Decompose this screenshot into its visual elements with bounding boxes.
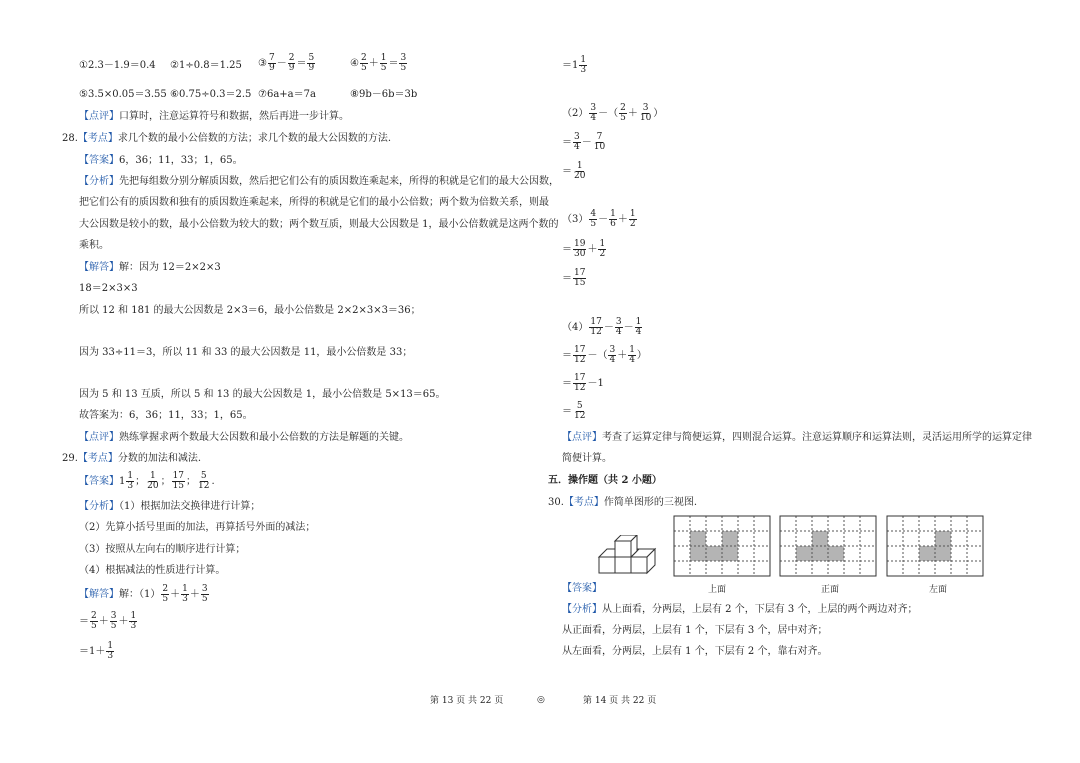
q28-jieda-line-5: 因为 5 和 13 互质，所以 5 和 13 的最大公因数是 1，最小公倍数是 5×13＝65。	[79, 389, 446, 400]
daan-tag: 【答案】	[79, 476, 119, 487]
left-view-cells	[887, 516, 983, 576]
footer-page-right: 第 14 页 共 22 页	[583, 696, 657, 706]
shaded-cell	[812, 546, 828, 561]
front-view-grid	[779, 515, 877, 577]
shaded-cell	[796, 546, 812, 561]
jieda-tag: 【解答】	[79, 589, 119, 600]
shaded-cell	[919, 546, 935, 561]
q29-jieda-step-2: ＝ $\frac{2}{5}$ ＋ $\frac{3}{5}$ ＋ $\frac{1}{3}$	[79, 611, 137, 631]
shaded-cell	[935, 546, 951, 561]
kaodian-tag: 【考点】	[563, 497, 604, 508]
shaded-cell	[690, 531, 706, 546]
shaded-cell	[812, 531, 828, 546]
q29-right-dianping-line-2: 简便计算。	[562, 453, 612, 464]
cube-stack-figure	[595, 535, 661, 577]
section-heading: 五．操作题（共 2 小题）	[548, 475, 662, 486]
shaded-cell	[722, 531, 738, 546]
q30-kaodian: 30.【考点】作简单图形的三视图.	[548, 497, 698, 508]
daan-tag: 【答案】	[79, 155, 119, 166]
kaodian-tag: 【考点】	[77, 133, 118, 144]
q29-kaodian: 29.【考点】分数的加法和减法.	[62, 453, 202, 464]
shaded-cell	[706, 546, 722, 561]
p2-step-2: ＝ $\frac{1}{20}$	[562, 161, 586, 181]
q28-fenxi-line-4: 乘积。	[79, 240, 109, 251]
q28-jieda-line-2: 18＝2×3×3	[79, 283, 138, 294]
p1-result: ＝1 $\frac{1}{3}$	[562, 55, 587, 75]
q28-fenxi-line-1: 【分析】先把每组数分别分解质因数，然后把它们公有的质因数连乘起来，所得的积就是它们的最大公因数，	[79, 176, 559, 187]
fenxi-tag: 【分析】	[79, 176, 119, 187]
q29-fenxi-line-3: （3）按照从左向右的顺序进行计算；	[79, 544, 246, 555]
p2-step-1: ＝ $\frac{3}{4}$ － $\frac{7}{10}$	[562, 132, 606, 152]
q28-fenxi-line-3: 大公因数是较小的数，最小公倍数为较大的数；两个数互质，则最大公因数是 1，最小公倍数就是这两个数的	[79, 219, 559, 230]
footer-page-left: 第 13 页 共 22 页	[430, 696, 504, 706]
q30-fenxi-line-3: 从左面看，分两层，上层有 1 个，下层有 2 个，靠右对齐。	[562, 646, 828, 657]
q28-daan: 【答案】6，36；11，33；1，65。	[79, 155, 243, 166]
p4-step-2: ＝ $\frac{17}{12}$ －1	[562, 373, 604, 393]
footer-center-mark: ◎	[537, 695, 545, 705]
q28-jieda-line-4: 因为 33÷11＝3，所以 11 和 33 的最大公因数是 11，最小公倍数是 33；	[79, 347, 413, 358]
p3-expression: （3） $\frac{4}{5}$ － $\frac{1}{6}$ ＋ $\frac{1}{2}$	[562, 209, 636, 229]
q29-fenxi-line-2: （2）先算小括号里面的加法，再算括号外面的减法；	[79, 522, 316, 533]
dianping-tag: 【点评】	[79, 432, 119, 443]
q30-fenxi-line-2: 从正面看，分两层，上层有 1 个，下层有 3 个，居中对齐；	[562, 625, 828, 636]
p4-expression: （4） $\frac{17}{12}$ － $\frac{3}{4}$ － $\frac{1}{4}$	[562, 317, 642, 337]
shaded-cell	[722, 546, 738, 561]
calc-item-4: ④ $\frac{2}{5}$ ＋ $\frac{1}{5}$ ＝ $\frac{3}{5}$	[350, 53, 407, 73]
calc-item-2: ②1÷0.8＝1.25	[170, 60, 242, 71]
view-label-front: 正面	[821, 585, 840, 595]
view-label-top: 上面	[708, 585, 727, 595]
calc-item-3: ③ $\frac{7}{9}$ － $\frac{2}{9}$ ＝ $\frac{5}{9}$	[258, 53, 315, 73]
fenxi-tag: 【分析】	[79, 501, 119, 512]
shaded-cell	[935, 531, 951, 546]
q28-jieda-line-3: 所以 12 和 181 的最大公因数是 2×3＝6，最小公倍数是 2×2×3×3＝36；	[79, 305, 421, 316]
daan-tag: 【答案】	[562, 583, 602, 594]
calc-item-1: ①2.3－1.9＝0.4	[79, 60, 156, 71]
calc-item-6: ⑥0.75÷0.3＝2.5	[170, 89, 252, 100]
q28-kaodian: 28.【考点】求几个数的最小公倍数的方法；求几个数的最大公因数的方法.	[62, 133, 392, 144]
q29-daan: 【答案】1 $\frac{1}{3}$ ； $\frac{1}{20}$ ； $\frac{17}{15}$ ； $\frac{5}{12}$ .	[79, 471, 215, 491]
p3-step-1: ＝ $\frac{19}{30}$ ＋ $\frac{1}{2}$	[562, 239, 606, 259]
q28-jieda-line-1: 【解答】解：因为 12＝2×2×3	[79, 262, 221, 273]
q29-right-dianping-line-1: 【点评】考查了运算定律与简便运算，四则混合运算。注意运算顺序和运算法则，灵活运用所学的运算定律	[562, 432, 1032, 443]
calc-item-7: ⑦6a+a＝7a	[258, 89, 316, 100]
dianping-tag: 【点评】	[79, 111, 119, 122]
q28-jieda-line-6: 故答案为：6，36；11，33；1，65。	[79, 410, 253, 421]
q29-jieda-step-3: ＝1＋ $\frac{1}{3}$	[79, 641, 114, 661]
p2-expression: （2） $\frac{3}{4}$ －（ $\frac{2}{5}$ ＋ $\frac{3}{10}$ ）	[562, 103, 664, 123]
jieda-tag: 【解答】	[79, 262, 119, 273]
q29-fenxi-line-4: （4）根据减法的性质进行计算。	[79, 565, 226, 576]
top-view-cells	[674, 516, 770, 576]
q29-fenxi-line-1: 【分析】（1）根据加法交换律进行计算；	[79, 501, 261, 512]
q28-fenxi-line-2: 把它们公有的质因数和独有的质因数连乘起来，所得的积就是它们的最小公倍数；两个数为倍数关系，则最	[79, 197, 549, 208]
left-view-grid	[886, 515, 984, 577]
shaded-cell	[828, 546, 844, 561]
p3-step-2: ＝ $\frac{17}{15}$	[562, 268, 586, 288]
q28-dianping: 【点评】熟练掌握求两个数最大公因数和最小公倍数的方法是解题的关键。	[79, 432, 409, 443]
top-view-grid	[673, 515, 771, 577]
fenxi-tag: 【分析】	[562, 604, 602, 615]
calc-item-5: ⑤3.5×0.05＝3.55	[79, 89, 167, 100]
dianping-tag: 【点评】	[562, 432, 602, 443]
p4-step-3: ＝ $\frac{5}{12}$	[562, 401, 586, 421]
front-view-cells	[780, 516, 876, 576]
kaodian-tag: 【考点】	[77, 453, 118, 464]
q29-jieda-step-1: 【解答】解：（1） $\frac{2}{5}$ ＋ $\frac{1}{3}$ ＋ $\frac{3}{5}$	[79, 584, 208, 604]
view-label-left: 左面	[929, 585, 948, 595]
shaded-cell	[690, 546, 706, 561]
calc-item-8: ⑧9b－6b＝3b	[350, 89, 418, 100]
q30-fenxi-line-1: 【分析】从上面看，分两层，上层有 2 个，下层有 3 个，上层的两个两边对齐；	[562, 604, 918, 615]
p4-step-1: ＝ $\frac{17}{12}$ －（ $\frac{3}{4}$ ＋ $\frac{1}{4}$ ）	[562, 345, 647, 365]
q27-dianping: 【点评】口算时，注意运算符号和数据，然后再进一步计算。	[79, 111, 349, 122]
q30-daan	[562, 583, 602, 595]
